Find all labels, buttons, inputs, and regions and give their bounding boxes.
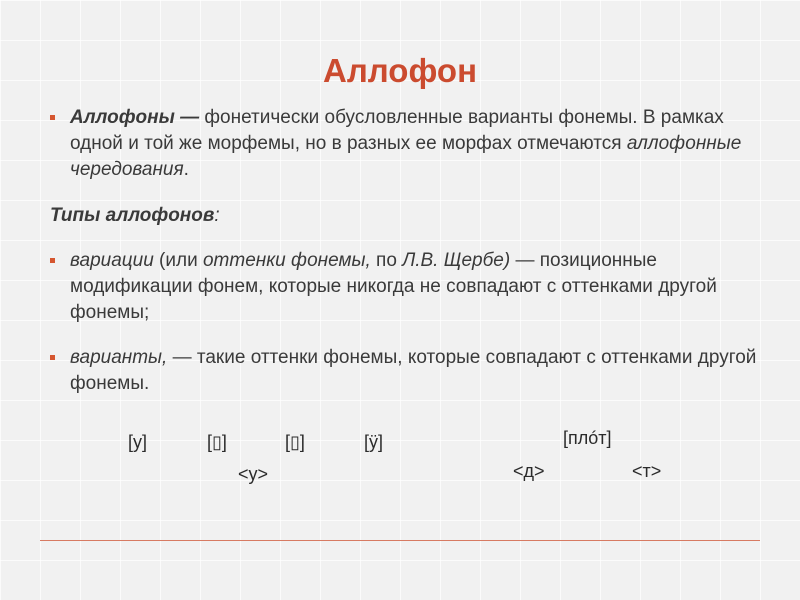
bullet-marker (50, 258, 55, 263)
variants-text: — такие оттенки фонемы, которые совпадают с оттенками другой фонемы. (70, 347, 757, 394)
term-phoneme-shades: оттенки фонемы, (202, 250, 371, 271)
bullet-variants (70, 345, 760, 397)
phoneme-t: <т> (632, 461, 662, 481)
bullet-marker (50, 355, 55, 360)
variations-text-1: (или (153, 250, 203, 271)
emphasis-allophonic-alternations: аллофонные чередования (70, 133, 742, 180)
definition-end: . (183, 159, 189, 180)
definition-text: фонетически обусловленные варианты фонемы. В рамках одной и той же морфемы, но в разных ее морфах отмечаются (70, 107, 724, 154)
term-allophones: Аллофоны — (70, 107, 200, 128)
variations-text-2: по (370, 250, 403, 271)
word-plot-transcription: [плóт] (563, 428, 612, 448)
variations-text-3: — позиционные модификации фонем, которые никогда не совпадают с оттенками другой фонемы; (70, 250, 717, 323)
scherba-reference: Л.В. Щербе) (402, 250, 511, 271)
allophone-missing-glyph-1: [▯] (207, 432, 227, 452)
bullet-variations (70, 248, 760, 326)
bullet-marker (50, 115, 55, 120)
allophone-u: [у] (128, 432, 148, 452)
bottom-divider (40, 540, 760, 541)
phoneme-u: <у> (238, 464, 269, 484)
types-heading (50, 203, 220, 229)
bullet-allophones-definition (70, 105, 760, 183)
slide-title: Аллофон (322, 52, 477, 89)
types-label: Типы аллофонов (50, 205, 215, 226)
term-variations: вариации (70, 250, 154, 271)
types-colon: : (214, 205, 220, 226)
term-variants: варианты, (70, 347, 168, 368)
phoneme-d: <д> (513, 461, 545, 481)
allophone-u-umlaut: [ӱ] (364, 432, 384, 452)
allophone-missing-glyph-2: [▯] (285, 432, 305, 452)
